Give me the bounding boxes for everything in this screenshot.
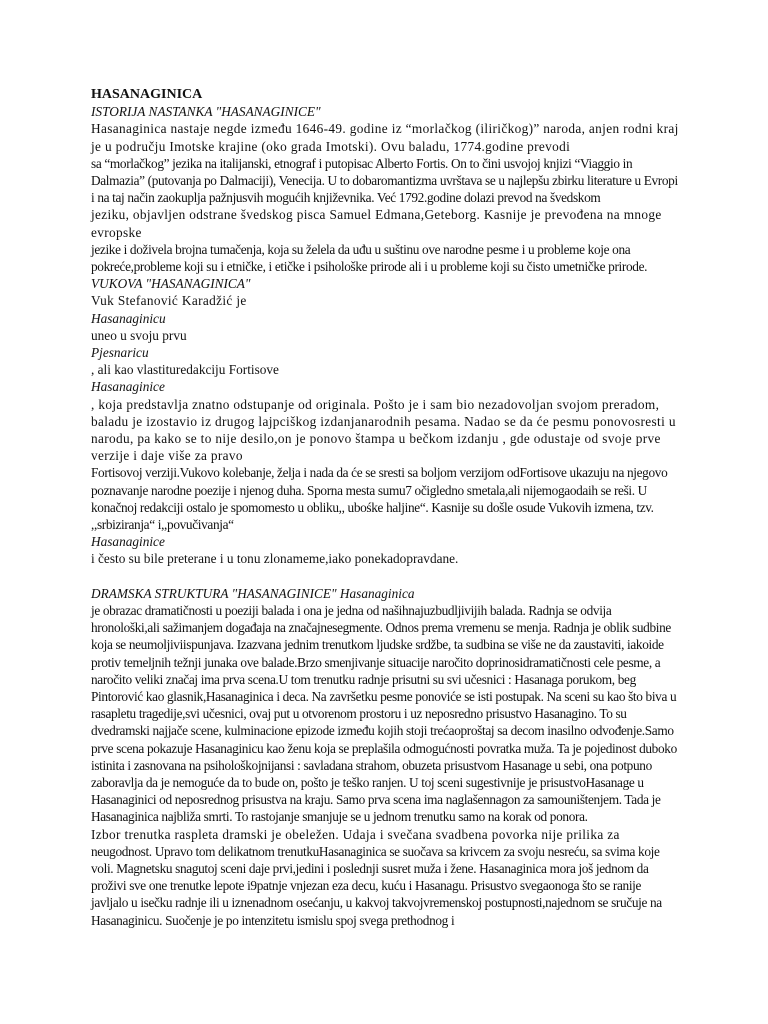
heading-dramska: DRAMSKA STRUKTURA "HASANAGINICE" Hasanaginica bbox=[91, 585, 415, 601]
vuk-line: Vuk Stefanović Karadžić je bbox=[91, 293, 247, 309]
heading-istorija: ISTORIJA NASTANKA "HASANAGINICE" bbox=[91, 104, 321, 120]
paragraph-istorija-3: jeziku, objavljen odstrane švedskog pisca Samuel Edmana,Geteborg. Kasnije je prevođena na mnoge evropske bbox=[91, 207, 662, 240]
paragraph-vukova-1: , koja predstavlja znatno odstupanje od originala. Pošto je i sam bio nezadovoljan svojom preradom, baladu je izostavio iz drugog lajpciškog izdanjanarodnih pesama. Nadao se da će pesmu ponovosresti u narodu, pa kako se to nije desilo,on je ponovo štampa u bečkom izdanju , gde odustaje od svoje prve verzije i daje više za pravo bbox=[91, 396, 676, 464]
heading-vukova: VUKOVA "HASANAGINICA" bbox=[91, 276, 251, 292]
paragraph-vukova-2: Fortisovoj verziji.Vukovo kolebanje, želja i nada da će se sresti sa boljom verzijom odFortisove ukazuju na njegovo poznavanje narodne poezije i njenog duha. Sporna mesta sumu7 očigledno smetala,ali nijemogaodaih se reši. U konačnoj redakciji ostalo je spomomesto u obliku,, ubośke haljine“. Kasnije su došle osude Vukovih izmena, tzv. ,,srbiziranja“ i,,povučivanja“ bbox=[91, 465, 668, 533]
paragraph-dramska-3: neugodnost. Upravo tom delikatnom trenutkuHasanaginica se suočava sa krivcem za svoju nesreću, sa svima koje voli. Magnetsku snagutoj sceni daje prvi,jedini i poslednji susret muža i žene. Hasanaginica mora još jednom da proživi sve one trenutke lepote i9patnje vnjezan eza decu, kuću i Hasanagu. Prisustvo svegaonoga što se ranije javljalo u isečku radnje ili u iznenadnom osećanju, u kakvoj takvojvremenskoj postupnosti,najednom se sručuje na Hasanaginicu. Suočenje je po intenzitetu ismislu spoj svega prethodnog i bbox=[91, 843, 662, 928]
uneo-line: uneo u svoju prvu bbox=[91, 327, 187, 343]
ali-kao-line: , ali kao vlastituredakciju Fortisove bbox=[91, 362, 279, 378]
document-page bbox=[91, 86, 681, 929]
italic-pjesnaricu: Pjesnaricu bbox=[91, 345, 149, 361]
paragraph-istorija-2: sa “morlačkog” jezika na italijanski, etnograf i putopisac Alberto Fortis. On to čini usvojoj knjizi “Viaggio in Dalmazia” (putovanja po Dalmaciji), Venecija. U to dobaromantizma uvrštava se u najlepšu zbirku literature u Evropi i na taj način zaokuplja pažnjusvih mogućih književnika. Već 1792.godine dolazi prevod na švedskom bbox=[91, 155, 678, 206]
paragraph-dramska-1: je obrazac dramatičnosti u poeziji balada i ona je jedna od našihnajuzbudljivijih balada. Radnja se odvija hronološki,ali sažimanjem događaja na značajnesegmente. Odnos prema vremenu se menja. Radnja je oblik sudbine koja se neumoljiviispunjava. Izazvana jednim trenutkom ljudske srdžbe, ta sudbina se više ne da zaustaviti, iakoide protiv temeljnih težnji junaka ove balade.Brzo smenjivanje situacije naročito doprinosidramatičnosti cele pesme, a naročito veliki značaj ima prva scena.U tom trenutku radnje prisutni su svi učesnici : Hasanaga porukom, beg Pintorović kao glasnik,Hasanaginica i deca. Na završetku pesme ponoviće se isti postupak. Na sceni su kao što biva u rasapletu tragedije,svi učesnici, ovaj put u otvorenom prostoru i uz neposredno prisustvo Hasanagino. To su dvedramski najjače scene, kulminacione epizode između kojih stoji trećaoproštaj sa decom inasilno odvođenje.Samo prve scena pokazuje Hasanaginicu kao ženu koja se preplašila odmogućnosti povratka muža. Ta je pojedinost duboko istinita i zasnovana na psihološkojnijansi : savladana strahom, obuzeta prisustvom Hasanage u sebi, ona potpuno zaboravlja da je nemoguće da to bude on, pošto je teško ranjen. U toj sceni sugestivnije je prisustvoHasanage u Hasanaginici od neposrednog prisustva na kraju. Samo prva scena ima naglašennagon za samouništenjem. Tada je Hasanaginica najbliža smrti. To rastojanje smanjuje se u jednom trenutku samo na korak od ponora. bbox=[91, 602, 677, 825]
italic-hasanaginice-1: Hasanaginice bbox=[91, 379, 165, 395]
paragraph-istorija-1: Hasanaginica nastaje negde između 1646-49. godine iz “morlačkog (iliričkog)” naroda, anjen rodni kraj je u području Imotske krajine (oko grada Imotski). Ovu baladu, 1774.godine prevodi bbox=[91, 121, 679, 154]
document-title: HASANAGINICA bbox=[91, 87, 203, 102]
paragraph-istorija-4: jezike i doživela brojna tumačenja, koja su želela da uđu u suštinu ove narodne pesme i u probleme koje ona pokreće,probleme koji su i etničke, i etičke i psihološke prirode ali i u probleme koji su čisto umetničke prirode. bbox=[91, 241, 648, 275]
italic-hasanaginicu: Hasanaginicu bbox=[91, 310, 166, 326]
italic-hasanaginice-2: Hasanaginice bbox=[91, 534, 165, 550]
paragraph-vukova-3: i često su bile preterane i u tonu zlonameme,iako ponekadopravdane. bbox=[91, 551, 459, 567]
blank-line bbox=[91, 568, 681, 585]
paragraph-dramska-2: Izbor trenutka raspleta dramski je obeležen. Udaja i svečana svadbena povorka nije prilika za bbox=[91, 826, 620, 842]
